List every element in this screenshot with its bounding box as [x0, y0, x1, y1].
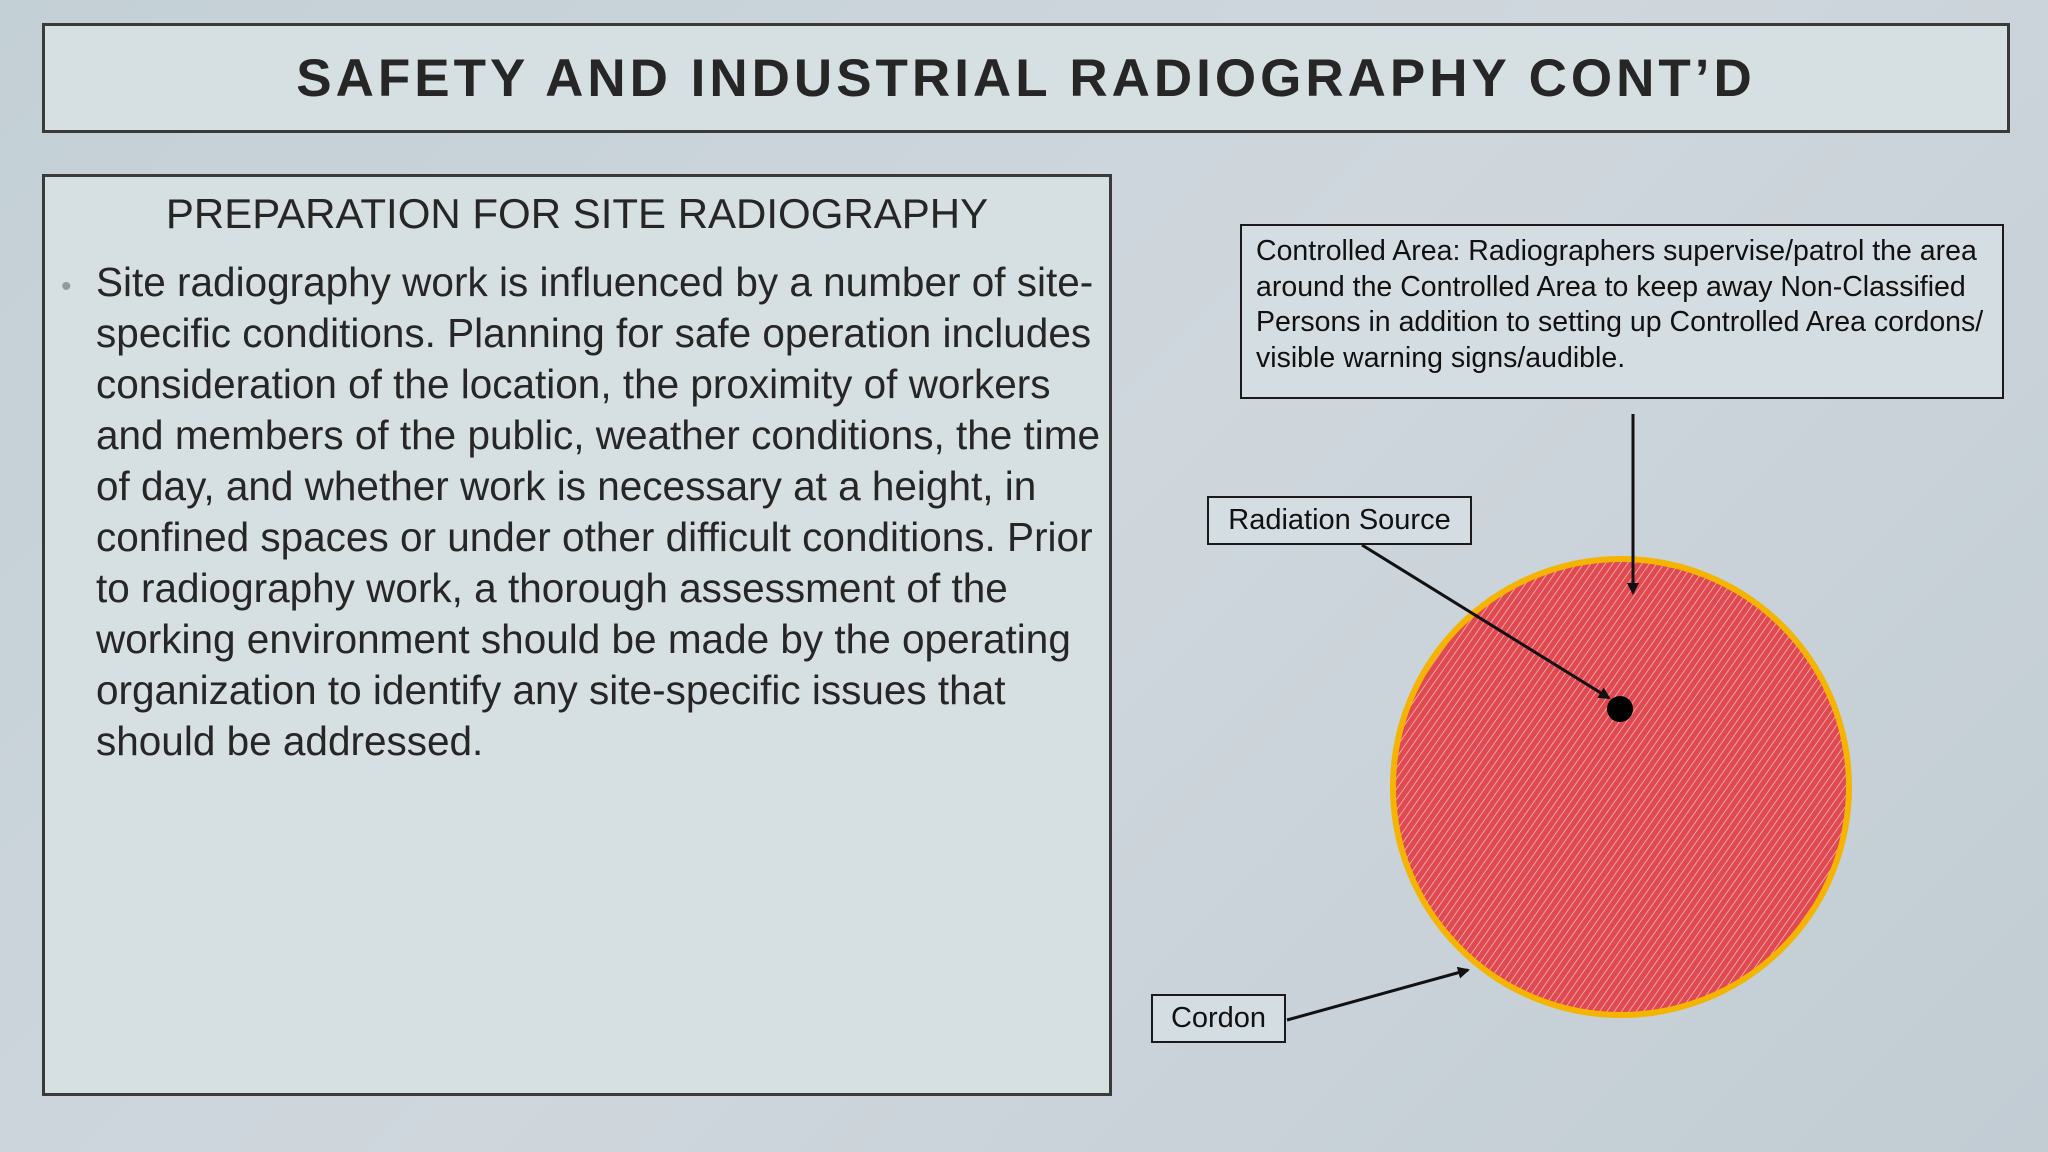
slide-title: SAFETY AND INDUSTRIAL RADIOGRAPHY CONT’D [296, 48, 1756, 108]
radiation-source-callout: Radiation Source [1207, 496, 1472, 545]
controlled-area-callout: Controlled Area: Radiographers supervise/patrol the area around the Controlled Area to keep away Non-Classified Persons in addition to setting up Controlled Area cordons/ visible warning signs/audible. [1240, 224, 2004, 399]
title-banner [42, 23, 2010, 133]
text-panel [42, 174, 1112, 1096]
cordon-arrow [1287, 970, 1468, 1020]
bullet-marker: • [61, 270, 72, 303]
controlled-area-circle [1393, 559, 1849, 1015]
radiation-source-dot [1607, 696, 1633, 722]
panel-heading: PREPARATION FOR SITE RADIOGRAPHY [165, 190, 989, 237]
cordon-callout: Cordon [1151, 994, 1286, 1043]
bullet-paragraph: Site radiography work is influenced by a number of site-specific conditions. Planning for safe operation includes consideration of the location, the proximity of workers and members of the public, weather conditions, the time of day, and whether work is necessary at a height, in confined spaces or under other difficult conditions. Prior to radiography work, a thorough assessment of the working environment should be made by the operating organization to identify any site-specific issues that should be addressed. [96, 259, 1101, 764]
